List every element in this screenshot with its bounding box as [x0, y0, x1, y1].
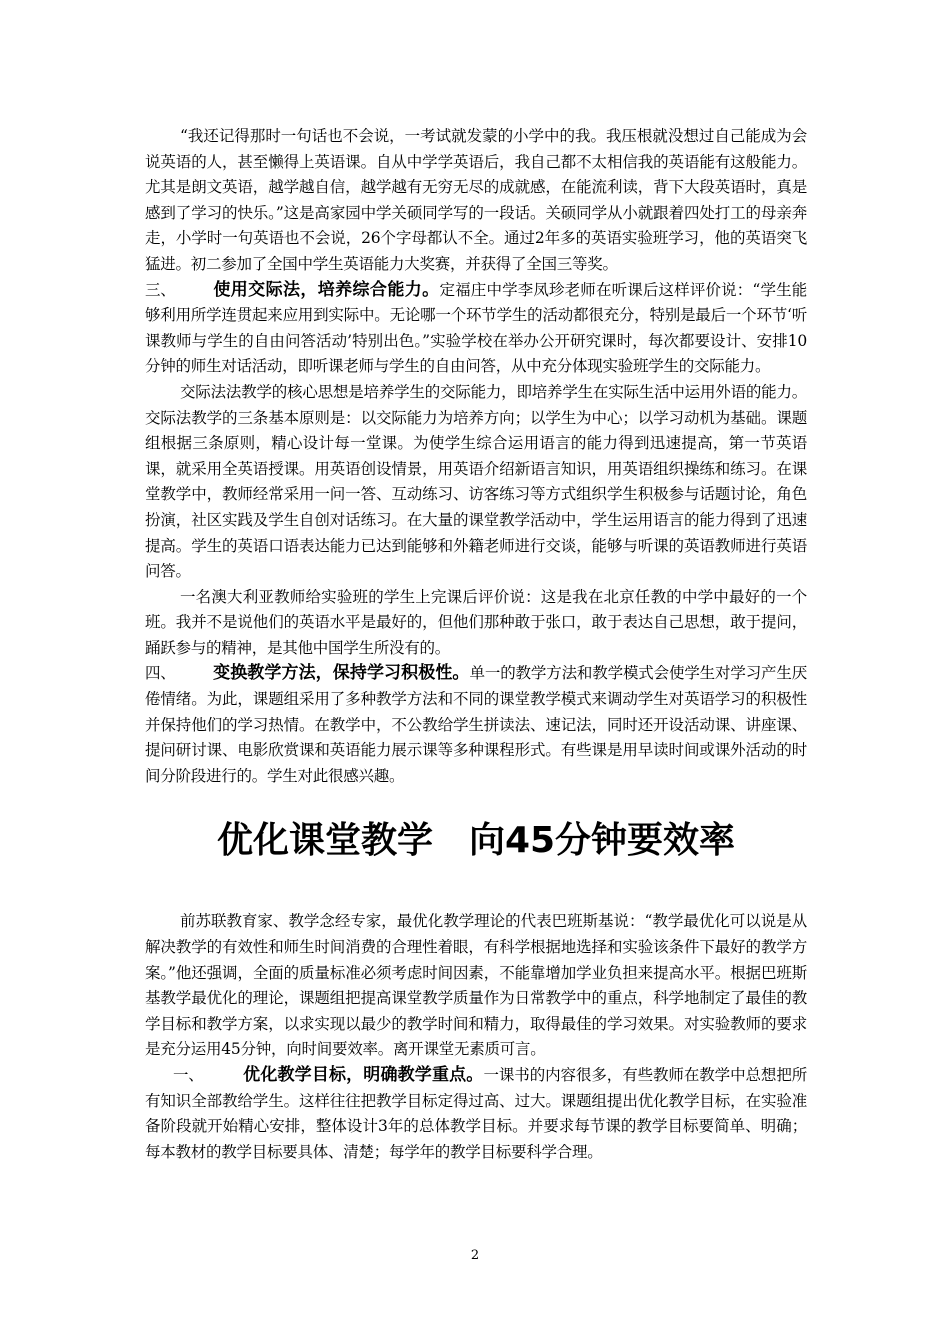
page-number: 2 — [470, 1248, 480, 1263]
page-body — [145, 124, 807, 1165]
paragraph-australian-teacher: 一名澳大利亚教师给实验班的学生上完课后评价说：这是我在北京任教的中学中最好的一个班。我并不是说他们的英语水平是最好的，但他们那种敢于张口，敢于表达自己思想，敢于提问，踊跃参与的精神，是其他中国学生所没有的。 — [145, 587, 807, 657]
section-one-number: 一、 — [173, 1066, 204, 1084]
section-one-body: 一课书的内容很多，有些教师在教学中总想把所有知识全部教给学生。这样往往把教学目标定得过高、过大。课题组提出优化教学目标，在实验准备阶段就开始精心安排，整体设计3年的总体教学目标。并要求每节课的教学目标要简单、明确；每本教材的教学目标要具体、清楚；每学年的教学目标要科学合理。 — [145, 1066, 807, 1161]
section-three-heading: 使用交际法，培养综合能力。 — [213, 279, 440, 300]
paragraph-communicative-method: 交际法法教学的核心思想是培养学生的交际能力，即培养学生在实际生活中运用外语的能力。交际法教学的三条基本原则是：以交际能力为培养方向；以学生为中心；以学习动机为基础。课题组根据三条原则，精心设计每一堂课。为使学生综合运用语言的能力得到迅速提高，第一节英语课，就采用全英语授课。用英语创设情景，用英语介绍新语言知识，用英语组织操练和练习。在课堂教学中，教师经常采用一问一答、互动练习、访客练习等方式组织学生积极参与话题讨论，角色扮演，社区实践及学生自创对话练习。在大量的课堂教学活动中，学生运用语言的能力得到了迅速提高。学生的英语口语表达能力已达到能够和外籍老师进行交谈，能够与听课的英语教师进行英语问答。 — [145, 382, 807, 581]
section-three-number: 三、 — [145, 280, 176, 299]
section-three-body: 定福庄中学李凤珍老师在听课后这样评价说：“学生能够利用所学连贯起来应用到实际中。无论哪一个环节学生的活动都很充分，特别是最后一个环节‘听课教师与学生的自由问答活动’特别出色。”实验学校在举办公开研究课时，每次都要设计、安排10分钟的师生对话活动，即听课老师与学生的自由问答，从中充分体现实验班学生的交际能力。 — [145, 280, 807, 376]
section-one-paragraph — [145, 1063, 807, 1165]
section-four-number: 四、 — [145, 664, 176, 683]
paragraph-student-quote: “我还记得那时一句话也不会说，一考试就发蒙的小学中的我。我压根就没想过自己能成为会说英语的人，甚至懒得上英语课。自从中学学英语后，我自己都不太相信我的英语能有这般能力。尤其是朗文英语，越学越自信，越学越有无穷无尽的成就感，在能流利读，背下大段英语时，真是感到了学习的快乐。”这是高家园中学关硕同学写的一段话。关硕同学从小就跟着四处打工的母亲奔走，小学时一句英语也不会说，26个字母都认不全。通过2年多的英语实验班学习，他的英语突飞猛进。初二参加了全国中学生英语能力大奖赛，并获得了全国三等奖。 — [145, 127, 807, 273]
section-three-paragraph — [145, 278, 807, 380]
article-title: 优化课堂教学 向45分钟要效率 — [216, 820, 736, 862]
section-four-paragraph — [145, 661, 807, 789]
section-four-body: 单一的教学方法和教学模式会使学生对学习产生厌倦情绪。为此，课题组采用了多种教学方法和不同的课堂教学模式来调动学生对英语学习的积极性并保持他们的学习热情。在教学中，不公教给学生拼读法、速记法，同时还开设活动课、讲座课、提问研讨课、电影欣赏课和英语能力展示课等多种课程形式。有些课是用早读时间或课外活动的时间分阶段进行的。学生对此很感兴趣。 — [145, 664, 807, 785]
section-one-heading: 优化教学目标，明确教学重点。 — [243, 1065, 484, 1085]
paragraph-babansky: 前苏联教育家、教学念经专家，最优化教学理论的代表巴班斯基说：“教学最优化可以说是从解决教学的有效性和师生时间消费的合理性着眼，有科学根据地选择和实验该条件下最好的教学方案。”他还强调，全面的质量标准必须考虑时间因素，不能靠增加学业负担来提高水平。根据巴班斯基教学最优化的理论，课题组把提高课堂教学质量作为日常教学中的重点，科学地制定了最佳的教学目标和教学方案，以求实现以最少的教学时间和精力，取得最佳的学习效果。对实验教师的要求是充分运用45分钟，向时间要效率。离开课堂无素质可言。 — [145, 912, 807, 1059]
section-four-heading: 变换教学方法，保持学习积极性。 — [213, 663, 470, 684]
